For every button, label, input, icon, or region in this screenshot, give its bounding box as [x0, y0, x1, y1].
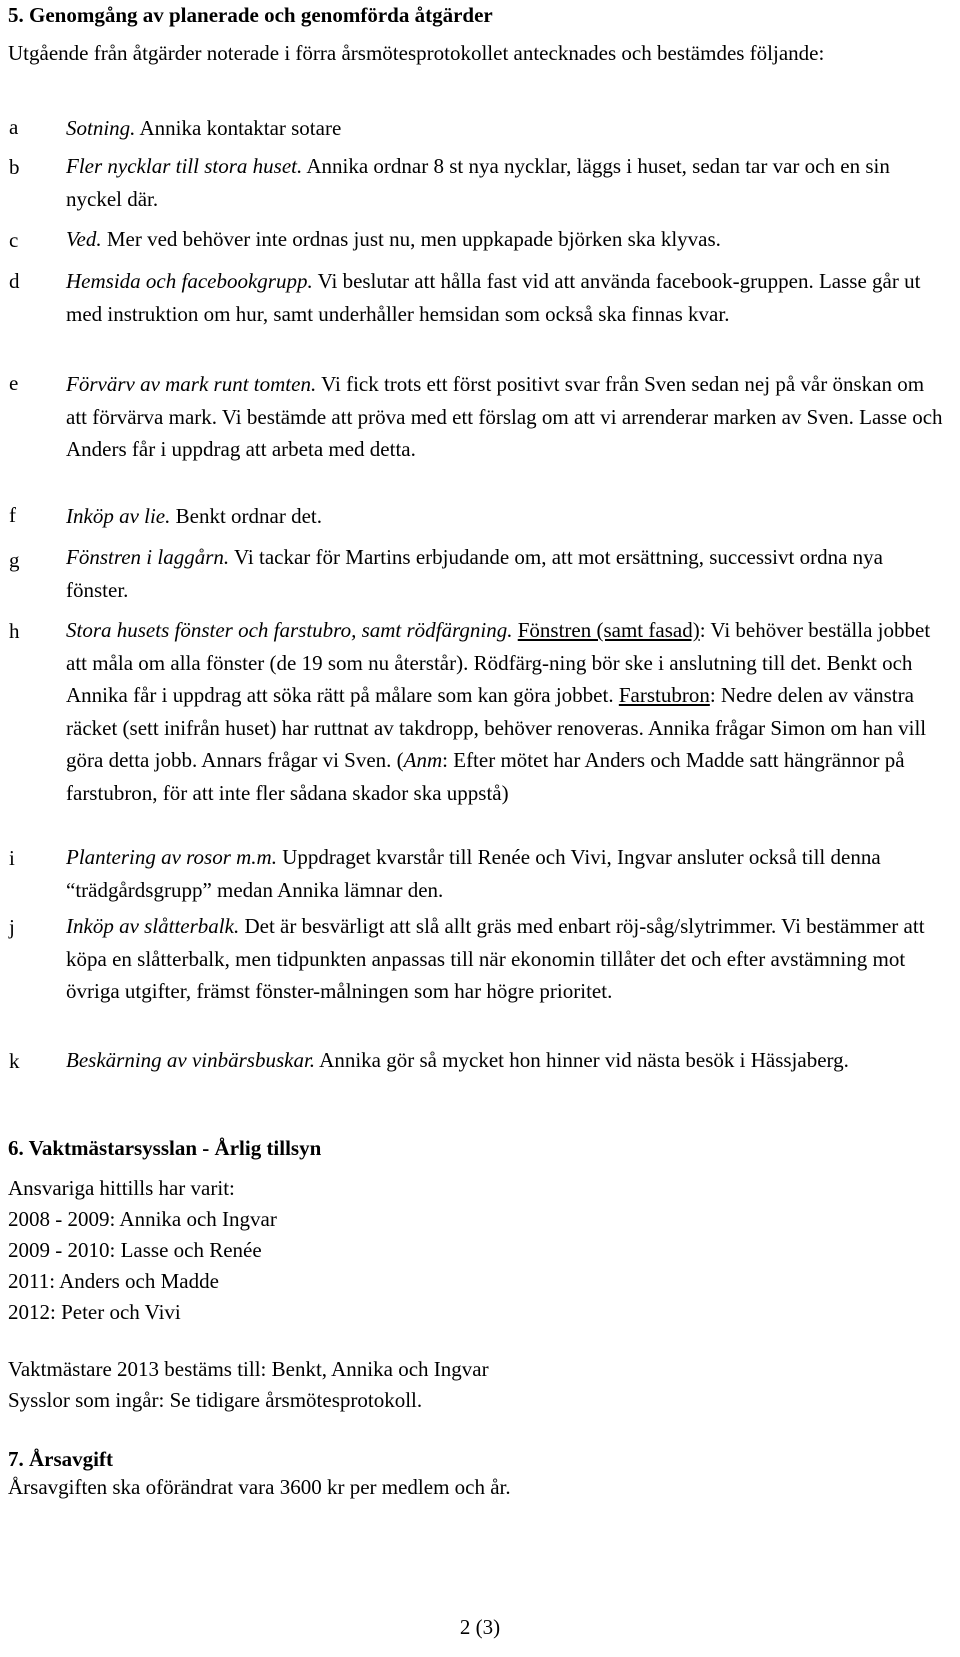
- item-j: [66, 910, 946, 1008]
- section-6-assignment: [8, 1354, 489, 1416]
- responsibles-line: 2011: Anders och Madde: [8, 1269, 219, 1293]
- item-letter-g: g: [9, 548, 20, 572]
- item-i-text: Uppdraget kvarstår till Renée och Vivi, Ingvar ansluter också till denna “trädgårdsgrupp” medan Annika lämnar den.: [66, 845, 881, 902]
- item-b: [66, 150, 946, 215]
- item-a: [66, 112, 946, 145]
- item-letter-k: k: [9, 1049, 20, 1073]
- item-h-underline-2: Farstubron: [618, 683, 710, 708]
- responsibles-line: 2009 - 2010: Lasse och Renée: [8, 1238, 262, 1262]
- section-7-text: Årsavgiften ska oförändrat vara 3600 kr per medlem och år.: [8, 1475, 511, 1499]
- item-i: [66, 841, 946, 906]
- item-k-text: Annika gör så mycket hon hinner vid nästa besök i Hässjaberg.: [315, 1048, 849, 1072]
- item-f: [66, 500, 946, 533]
- responsibles-line: 2008 - 2009: Annika och Ingvar: [8, 1207, 277, 1231]
- item-b-text: Annika ordnar 8 st nya nycklar, läggs i huset, sedan tar var och en sin nyckel där.: [66, 154, 890, 211]
- item-c: [66, 223, 946, 256]
- item-k: [66, 1044, 946, 1077]
- item-g-text: Vi tackar för Martins erbjudande om, att mot ersättning, successivt ordna nya fönster.: [66, 545, 883, 602]
- assignment-line: Sysslor som ingår: Se tidigare årsmötesprotokoll.: [8, 1388, 423, 1412]
- assignment-line: Vaktmästare 2013 bestäms till: Benkt, Annika och Ingvar: [8, 1357, 489, 1381]
- item-d-text: Vi beslutar att hålla fast vid att använda facebook-gruppen. Lasse går ut med instruktion om hur, samt underhåller hemsidan som också ska finnas kvar.: [66, 269, 921, 326]
- item-a-text: Annika kontaktar sotare: [135, 116, 342, 140]
- item-e: [66, 368, 946, 466]
- item-h-text-3: : Efter mötet har Anders och Madde satt hängrännor på farstubron, för att inte fler sådana skador ska uppstå): [66, 748, 905, 805]
- item-h-text-1: : Vi behöver beställa jobbet att måla om alla fönster (de 19 som nu återstår). Rödfärg-ning bör ske i anslutning till det. Benkt och Annika får i uppdrag att söka rätt på målare som kan göra jobbet.: [66, 618, 931, 708]
- item-h-underline-1: Fönstren (samt fasad): [517, 618, 700, 642]
- item-letter-h: h: [9, 619, 20, 643]
- item-b-title: Fler nycklar till stora huset.: [66, 154, 303, 178]
- section-7-heading: 7. Årsavgift: [8, 1447, 113, 1471]
- item-a-title: Sotning.: [66, 116, 136, 140]
- item-e-title: Förvärv av mark runt tomten.: [66, 372, 317, 396]
- section-5-heading: 5. Genomgång av planerade och genomförda åtgärder: [8, 3, 493, 27]
- responsibles-line: Ansvariga hittills har varit:: [8, 1176, 235, 1200]
- item-letter-j: j: [9, 915, 15, 939]
- item-letter-a: a: [9, 115, 19, 139]
- responsibles-line: 2012: Peter och Vivi: [8, 1300, 181, 1324]
- section-6-heading: 6. Vaktmästarsysslan - Årlig tillsyn: [8, 1136, 322, 1160]
- item-h: [66, 614, 946, 810]
- section-6-responsibles: [8, 1173, 277, 1328]
- item-letter-i: i: [9, 846, 15, 870]
- item-letter-b: b: [9, 155, 20, 179]
- item-j-text: Det är besvärligt att slå allt gräs med enbart röj-såg/slytrimmer. Vi bestämmer att köpa en slåtterbalk, men tidpunkten anpassas till när ekonomin tillåter det och efter avstämning mot övriga utgifter, främst fönster-målningen som har högre prioritet.: [66, 914, 925, 1003]
- item-g-title: Fönstren i laggårn.: [66, 545, 230, 569]
- item-f-text: Benkt ordnar det.: [170, 504, 322, 528]
- item-h-text-2: : Nedre delen av vänstra räcket (sett inifrån huset) har ruttnat av takdropp, behöver renoveras. Annika frågar Simon om han vill göra detta jobb. Annars frågar vi Sven. (: [66, 683, 927, 773]
- item-d: [66, 265, 946, 330]
- section-5-intro: Utgående från åtgärder noterade i förra årsmötesprotokollet antecknades och bestämdes följande:: [8, 41, 825, 65]
- item-g: [66, 541, 946, 606]
- item-d-title: Hemsida och facebookgrupp.: [66, 269, 313, 293]
- item-h-title: Stora husets fönster och farstubro, samt rödfärgning.: [66, 618, 513, 642]
- item-c-text: Mer ved behöver inte ordnas just nu, men uppkapade björken ska klyvas.: [101, 227, 721, 251]
- item-f-title: Inköp av lie.: [66, 504, 171, 528]
- item-i-title: Plantering av rosor m.m.: [66, 845, 277, 869]
- item-letter-f: f: [9, 503, 16, 527]
- item-h-anm: Anm: [403, 748, 443, 773]
- item-e-text: Vi fick trots ett först positivt svar från Sven sedan nej på vår önskan om att förvärva mark. Vi bestämde att pröva med ett förslag om att vi arrenderar marken av Sven. Lasse och Anders får i uppdrag att arbeta med detta.: [66, 372, 943, 461]
- item-j-title: Inköp av slåtterbalk.: [66, 914, 240, 938]
- item-letter-d: d: [9, 269, 20, 293]
- page-number: 2 (3): [459, 1615, 501, 1639]
- item-c-title: Ved.: [66, 227, 102, 251]
- item-k-title: Beskärning av vinbärsbuskar.: [66, 1048, 316, 1072]
- item-letter-e: e: [9, 371, 19, 395]
- item-letter-c: c: [9, 228, 19, 252]
